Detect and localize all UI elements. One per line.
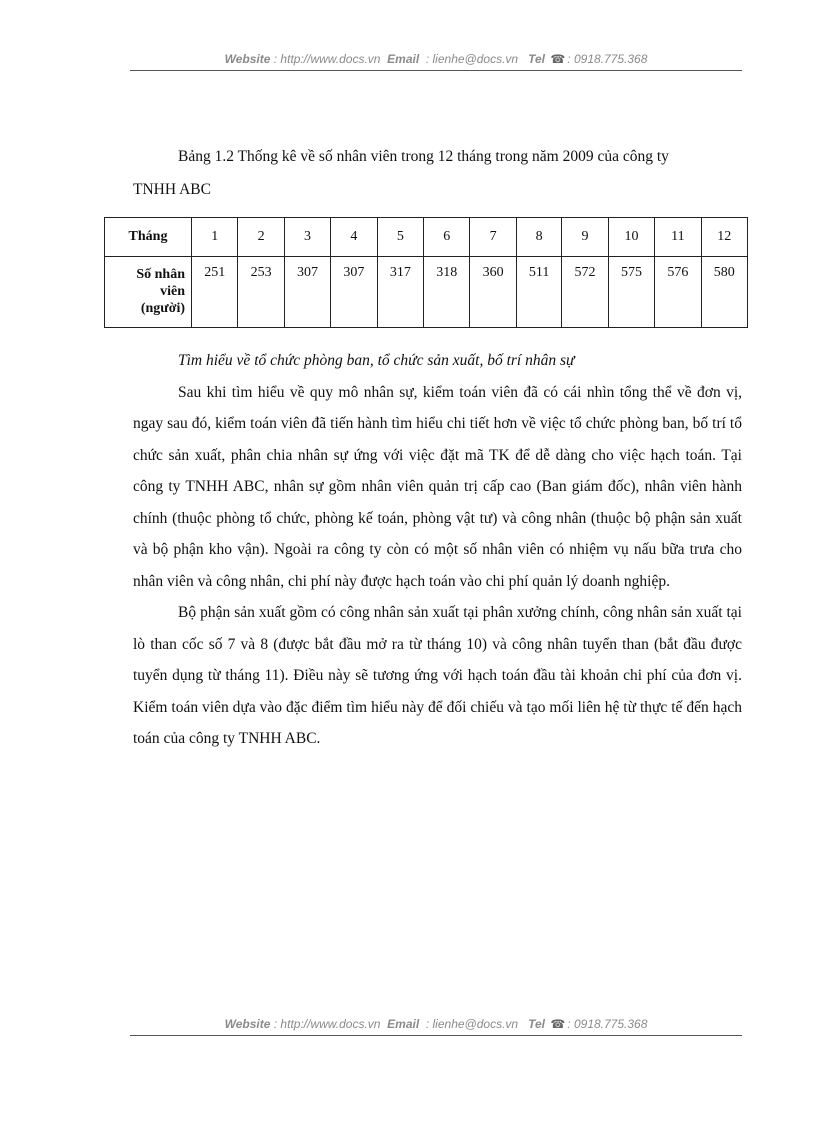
month-cell: 1 bbox=[192, 218, 238, 257]
website-label: Website bbox=[224, 52, 271, 66]
email-value[interactable]: : lienhe@docs.vn bbox=[425, 1017, 519, 1031]
employee-count-cell: 576 bbox=[655, 257, 701, 328]
tel-label: Tel bbox=[528, 52, 545, 66]
employee-count-cell: 251 bbox=[192, 257, 238, 328]
paragraph-1: Sau khi tìm hiểu về quy mô nhân sự, kiểm toán viên đã có cái nhìn tổng thể về đơn vị, ngay sau đó, kiểm toán viên đã tiến hành tìm hiểu chi tiết hơn về việc tổ chức phòng ban, bố trí tổ chức sản xuất, phân chia nhân sự ứng với việc đặt mã TK để dễ dàng cho việc hạch toán. Tại công ty TNHH ABC, nhân sự gồm nhân viên quản trị cấp cao (Ban giám đốc), nhân viên hành chính (thuộc phòng tổ chức, phòng kế toán, phòng vật tư) và công nhân (thuộc bộ phận sản xuất và bộ phận kho vận). Ngoài ra công ty còn có một số nhân viên có nhiệm vụ nấu bữa trưa cho nhân viên và công nhân, chi phí này được hạch toán vào chi phí quản lý doanh nghiệp. bbox=[133, 383, 742, 590]
phone-value: : 0918.775.368 bbox=[567, 52, 648, 66]
email-value[interactable]: : lienhe@docs.vn bbox=[425, 52, 519, 66]
month-cell: 10 bbox=[608, 218, 654, 257]
footer-divider bbox=[130, 1035, 742, 1036]
employee-count-cell: 575 bbox=[608, 257, 654, 328]
month-cell: 11 bbox=[655, 218, 701, 257]
employee-count-cell: 318 bbox=[424, 257, 470, 328]
month-cell: 5 bbox=[377, 218, 423, 257]
month-cell: 7 bbox=[470, 218, 516, 257]
month-cell: 12 bbox=[701, 218, 747, 257]
phone-icon: ☎ bbox=[550, 52, 566, 66]
employee-stats-table bbox=[104, 217, 748, 328]
month-cell: 3 bbox=[284, 218, 330, 257]
employee-count-cell: 511 bbox=[516, 257, 561, 328]
phone-value: : 0918.775.368 bbox=[567, 1017, 648, 1031]
month-cell: 2 bbox=[238, 218, 284, 257]
page-footer bbox=[130, 1017, 742, 1031]
table-caption bbox=[133, 140, 745, 206]
employees-header-line: viên bbox=[160, 284, 185, 299]
employees-header-cell bbox=[105, 257, 192, 328]
employee-count-cell: 307 bbox=[331, 257, 377, 328]
month-cell: 9 bbox=[562, 218, 608, 257]
employee-count-cell: 253 bbox=[238, 257, 284, 328]
email-label: Email bbox=[387, 52, 420, 66]
website-url[interactable]: : http://www.docs.vn bbox=[273, 52, 381, 66]
employee-count-cell: 317 bbox=[377, 257, 423, 328]
caption-line-1: Bảng 1.2 Thống kê về số nhân viên trong 12 tháng trong năm 2009 của công ty bbox=[178, 148, 669, 165]
website-label: Website bbox=[224, 1017, 271, 1031]
section-heading: Tìm hiểu về tổ chức phòng ban, tổ chức sản xuất, bố trí nhân sự bbox=[178, 352, 575, 369]
employee-count-cell: 307 bbox=[284, 257, 330, 328]
employee-count-cell: 572 bbox=[562, 257, 608, 328]
employee-count-cell: 360 bbox=[470, 257, 516, 328]
month-cell: 8 bbox=[516, 218, 561, 257]
website-url[interactable]: : http://www.docs.vn bbox=[273, 1017, 381, 1031]
employee-count-cell: 580 bbox=[701, 257, 747, 328]
header-divider bbox=[130, 70, 742, 71]
month-cell: 4 bbox=[331, 218, 377, 257]
tel-label: Tel bbox=[528, 1017, 545, 1031]
table-row-employees bbox=[105, 257, 748, 328]
page-header bbox=[130, 52, 742, 66]
employees-header-line: (người) bbox=[140, 301, 185, 316]
table-row-months bbox=[105, 218, 748, 257]
month-header-cell: Tháng bbox=[105, 218, 192, 257]
employees-header-line: Số nhân bbox=[136, 267, 185, 282]
body-text bbox=[133, 345, 742, 755]
paragraph-2: Bộ phận sản xuất gồm có công nhân sản xuất tại phân xưởng chính, công nhân sản xuất tại lò than cốc số 7 và 8 (được bắt đầu mở ra từ tháng 10) và công nhân tuyển than (bắt đầu được tuyển dụng từ tháng 11). Điều này sẽ tương ứng với hạch toán đầu tài khoản chi phí của đơn vị. Kiểm toán viên dựa vào đặc điểm tìm hiểu này để đối chiếu và tạo mối liên hệ từ thực tế đến hạch toán của công ty TNHH ABC. bbox=[133, 604, 742, 747]
month-cell: 6 bbox=[424, 218, 470, 257]
email-label: Email bbox=[387, 1017, 420, 1031]
phone-icon: ☎ bbox=[550, 1017, 566, 1031]
caption-line-2: TNHH ABC bbox=[133, 181, 211, 198]
